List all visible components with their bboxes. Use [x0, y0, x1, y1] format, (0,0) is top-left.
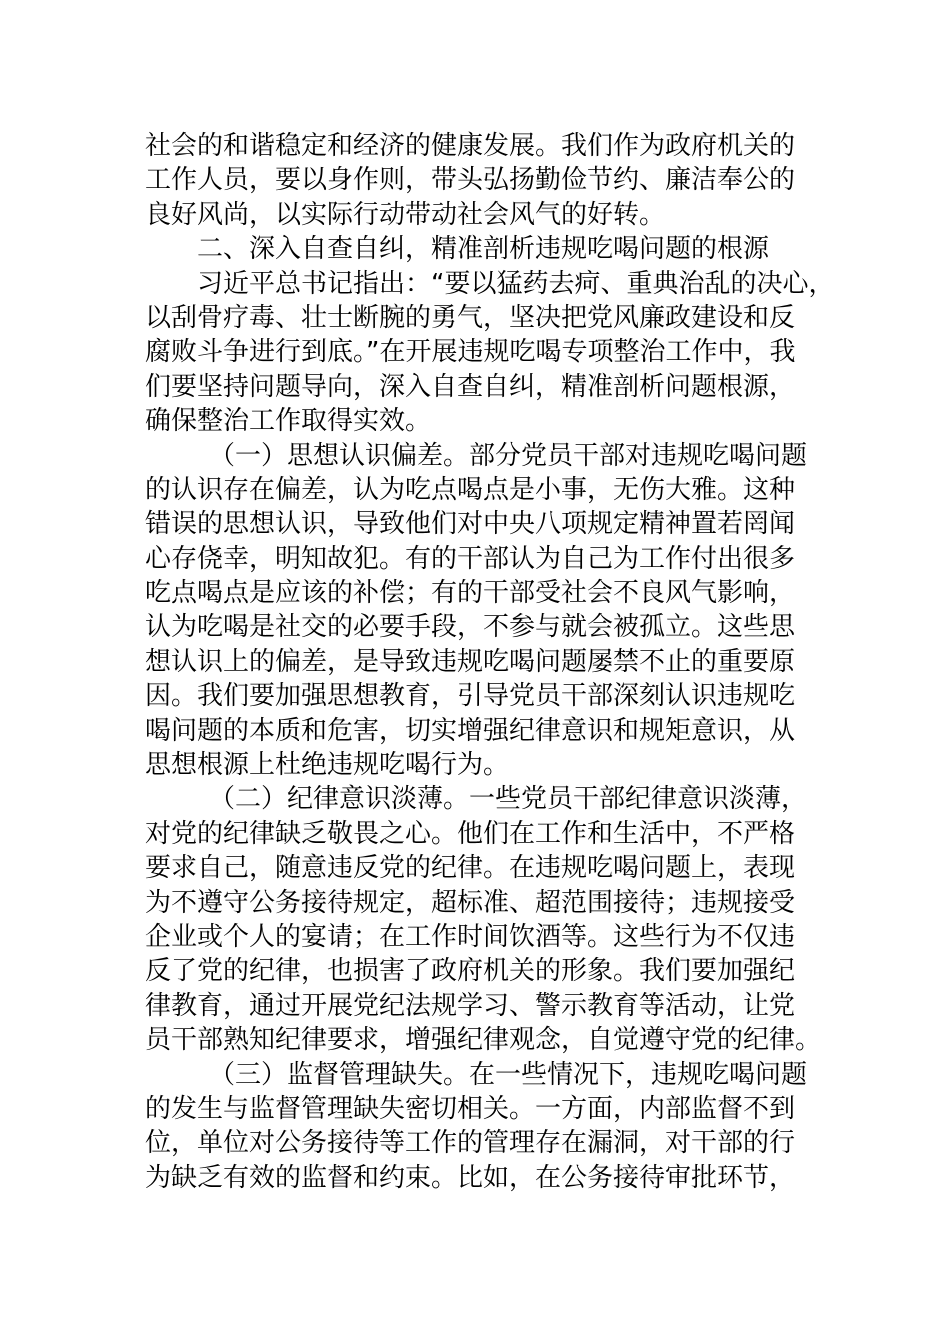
paragraph-line: 因。我们要加强思想教育，引导党员干部深刻认识违规吃 [145, 681, 796, 712]
paragraph-line: 企业或个人的宴请；在工作时间饮酒等。这些行为不仅违 [145, 921, 796, 952]
paragraph-line: 律教育，通过开展党纪法规学习、警示教育等活动，让党 [145, 990, 796, 1021]
paragraph-line: 以刮骨疗毒、壮士断腕的勇气，坚决把党风廉政建设和反 [145, 302, 796, 333]
paragraph-line: 吃点喝点是应该的补偿；有的干部受社会不良风气影响， [145, 578, 796, 609]
document-body [145, 129, 835, 1195]
paragraph-line: 为不遵守公务接待规定，超标准、超范围接待；违规接受 [145, 887, 796, 918]
paragraph-line: 要求自己，随意违反党的纪律。在违规吃喝问题上，表现 [145, 853, 796, 884]
paragraph-line: 员干部熟知纪律要求，增强纪律观念，自觉遵守党的纪律。 [145, 1025, 822, 1056]
paragraph-line: 对党的纪律缺乏敬畏之心。他们在工作和生活中，不严格 [145, 818, 796, 849]
paragraph-line: 社会的和谐稳定和经济的健康发展。我们作为政府机关的 [145, 131, 796, 161]
paragraph-line: 认为吃喝是社交的必要手段，不参与就会被孤立。这些思 [145, 612, 796, 643]
section-heading: 二、深入自查自纠，精准剖析违规吃喝问题的根源 [197, 234, 770, 265]
paragraph-line: 确保整治工作取得实效。 [145, 406, 432, 437]
paragraph-line: 工作人员，要以身作则，带头弘扬勤俭节约、廉洁奉公的 [145, 165, 796, 196]
paragraph-line: 良好风尚，以实际行动带动社会风气的好转。 [145, 199, 666, 230]
paragraph-line: 为缺乏有效的监督和约束。比如，在公务接待审批环节， [145, 1162, 796, 1193]
paragraph-line: 想认识上的偏差，是导致违规吃喝问题屡禁不止的重要原 [145, 646, 796, 677]
subsection-line: （三）监督管理缺失。在一些情况下，违规吃喝问题 [209, 1059, 808, 1090]
paragraph-line: 腐败斗争进行到底。”在开展违规吃喝专项整治工作中，我 [145, 337, 796, 368]
paragraph-line: 反了党的纪律，也损害了政府机关的形象。我们要加强纪 [145, 956, 796, 987]
paragraph-line: 的认识存在偏差，认为吃点喝点是小事，无伤大雅。这种 [145, 474, 796, 505]
paragraph-line: 喝问题的本质和危害，切实增强纪律意识和规矩意识，从 [145, 715, 796, 746]
paragraph-line: 习近平总书记指出：“要以猛药去疴、重典治乱的决心， [197, 268, 835, 299]
paragraph-line: 的发生与监督管理缺失密切相关。一方面，内部监督不到 [145, 1093, 796, 1124]
subsection-line: （二）纪律意识淡薄。一些党员干部纪律意识淡薄， [209, 784, 808, 815]
paragraph-line: 心存侥幸，明知故犯。有的干部认为自己为工作付出很多 [145, 543, 796, 574]
paragraph-line: 们要坚持问题导向，深入自查自纠，精准剖析问题根源， [145, 371, 796, 402]
subsection-line: （一）思想认识偏差。部分党员干部对违规吃喝问题 [209, 440, 808, 471]
paragraph-line: 位，单位对公务接待等工作的管理存在漏洞，对干部的行 [145, 1128, 796, 1159]
paragraph-line: 错误的思想认识，导致他们对中央八项规定精神置若罔闻 [145, 509, 796, 540]
paragraph-line: 思想根源上杜绝违规吃喝行为。 [145, 750, 510, 781]
